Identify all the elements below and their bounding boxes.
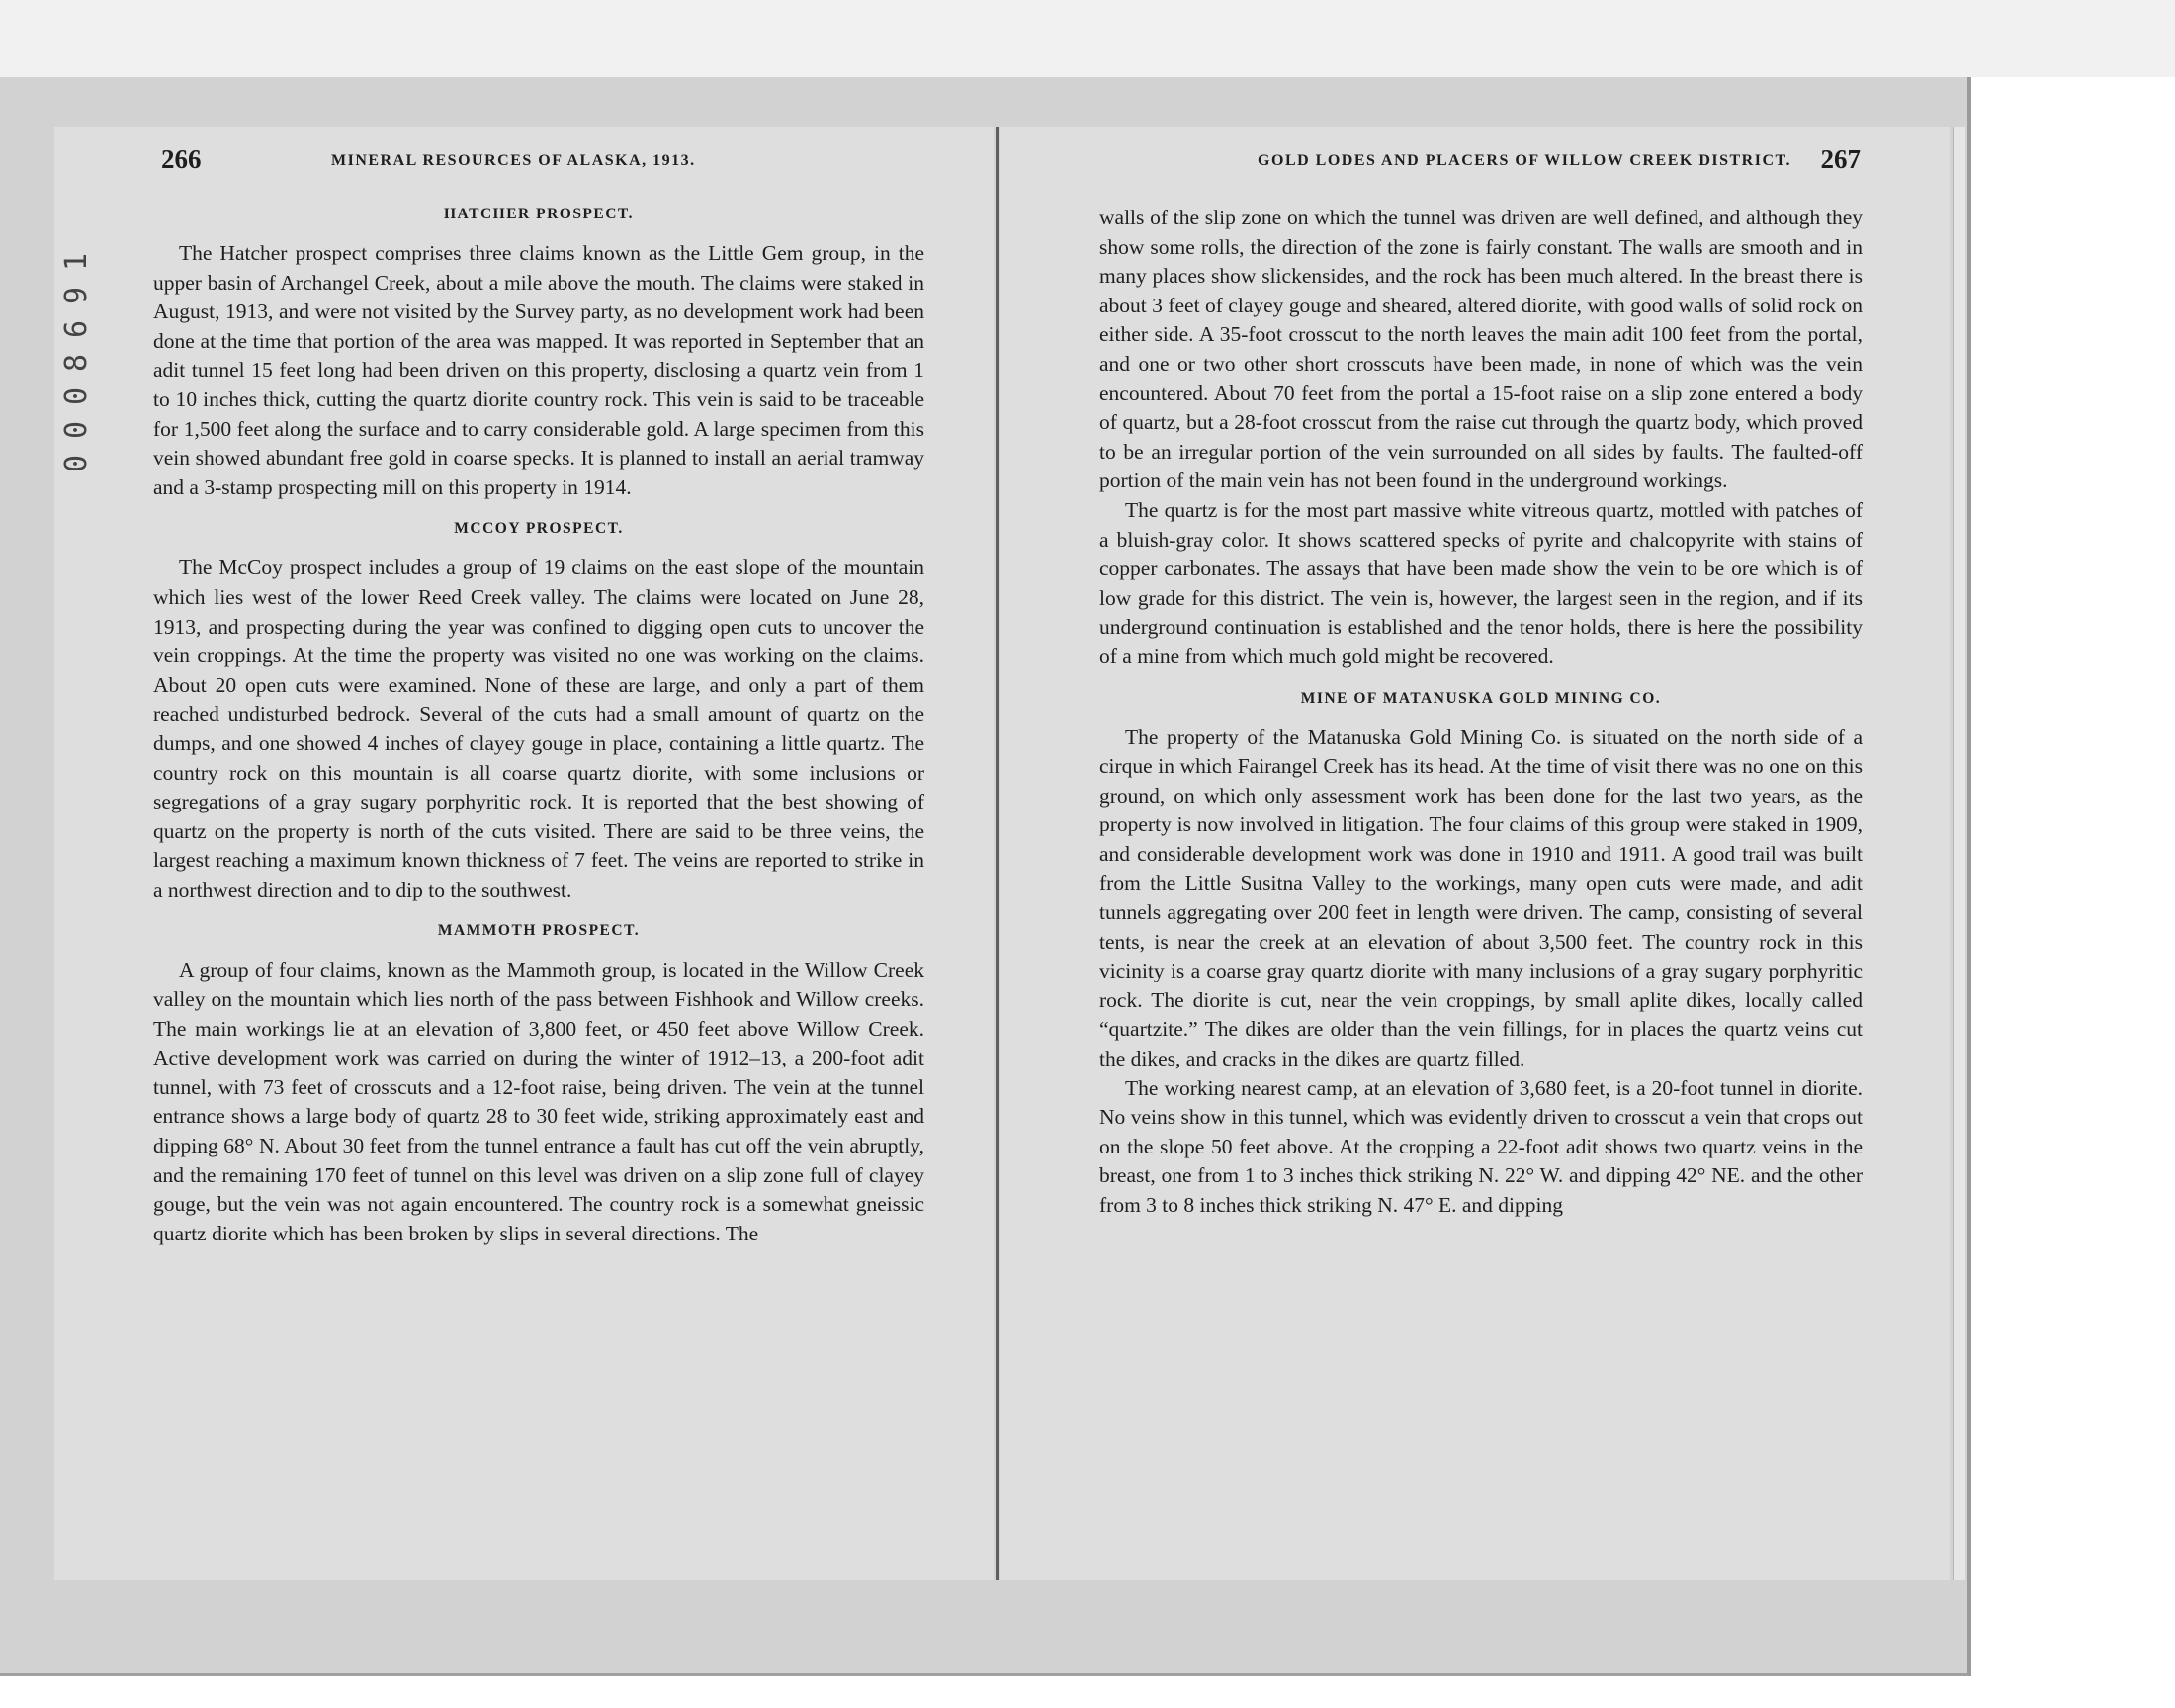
stamp-digit: 0 bbox=[59, 420, 94, 440]
paragraph: A group of four claims, known as the Mammoth group, is located in the Willow Creek valley on the mountain which lies north of the pass between Fishhook and Willow creeks. The main workings lie at an elevation of 3,800 feet, or 450 feet above Willow Creek. Active development work was carried on during the winter of 1912–13, a 200-foot adit tunnel, with 73 feet of crosscuts and a 12-foot raise, being driven. The vein at the tunnel entrance shows a large body of quartz 28 to 30 feet wide, striking approximately east and dipping 68° N. About 30 feet from the tunnel entrance a fault has cut off the vein abruptly, and the remaining 170 feet of tunnel on this level was driven on a slip zone full of clayey gouge, but the vein was not again encountered. The country rock is a somewhat gneissic quartz diorite which has been broken by slips in several directions. The bbox=[153, 958, 924, 1245]
right-running-title: GOLD LODES AND PLACERS OF WILLOW CREEK DISTRICT. bbox=[1258, 152, 1791, 169]
right-page bbox=[1000, 127, 1950, 1580]
page-edge bbox=[1953, 127, 1965, 1580]
scan-top-margin bbox=[0, 0, 2175, 77]
right-running-head bbox=[1050, 144, 1900, 184]
margin-stamp bbox=[57, 249, 97, 476]
right-page-number: 267 bbox=[1820, 144, 1861, 174]
stamp-digit: 0 bbox=[59, 454, 94, 473]
right-page-body bbox=[1099, 204, 1863, 1221]
section-heading: HATCHER PROSPECT. bbox=[444, 206, 634, 222]
left-page-body bbox=[153, 202, 924, 1248]
left-running-head bbox=[104, 144, 944, 184]
stamp-digit: 9 bbox=[59, 286, 94, 305]
paragraph: The property of the Matanuska Gold Mining Co. is situated on the north side of a cirque in which Fairangel Creek has its head. At the time of visit there was no one on this ground, on which only assessment work has been done for the last two years, as the property is now involved in litigation. The four claims of this group were staked in 1909, and considerable development work was done in 1910 and 1911. A good trail was built from the Little Susitna Valley to the workings, many open cuts were made, and adit tunnels aggregating over 200 feet in length were driven. The camp, consisting of several tents, is near the creek at an elevation of about 3,500 feet. The country rock in this vicinity is a coarse gray quartz diorite with many inclusions of a gray sugary porphyritic rock. The diorite is cut, near the vein croppings, by small aplite dikes, locally called “quartzite.” The dikes are older than the vein fillings, for in places the quartz veins cut the dikes, and cracks in the dikes are quartz filled. bbox=[1099, 725, 1863, 1071]
section-heading: MAMMOTH PROSPECT. bbox=[437, 922, 641, 940]
left-page bbox=[54, 127, 994, 1580]
paragraph: The quartz is for the most part massive white vitreous quartz, mottled with patches of a bluish-gray color. It shows scattered specks of pyrite and chalcopyrite with stains of copper carbonates. The assays that have been made show the vein to be ore which is of low grade for this district. The vein is, however, the largest seen in the region, and if its underground continuation is established and the tenor holds, there is here the possibility of a mine from which much gold might be recovered. bbox=[1099, 497, 1863, 668]
paragraph: The working nearest camp, at an elevation of 3,680 feet, is a 20-foot tunnel in diorite. No veins show in this tunnel, which was evidently driven to crosscut a vein that crops out on the slope 50 feet above. At the cropping a 22-foot adit shows two quartz veins in the breast, one from 1 to 3 inches thick striking N. 22° W. and dipping 42° NE. and the other from 3 to 8 inches thick striking N. 47° E. and dipping bbox=[1099, 1075, 1863, 1217]
section-heading: MCCOY PROSPECT. bbox=[454, 520, 624, 538]
stamp-digit: 6 bbox=[59, 319, 94, 339]
stamp-digit: 1 bbox=[59, 252, 94, 272]
section-heading: MINE OF MATANUSKA GOLD MINING CO. bbox=[1300, 689, 1662, 707]
left-page-number: 266 bbox=[161, 144, 202, 174]
paragraph-continued: walls of the slip zone on which the tunnel was driven are well defined, and although they show some rolls, the direction of the zone is fairly constant. The walls are smooth and in many places show slickensides, and the rock has been much altered. In the breast there is about 3 feet of clayey gouge and sheared, altered diorite, with good walls of solid rock on either side. A 35-foot crosscut to the north leaves the main adit 100 feet from the portal, and one or two other short crosscuts have been made, in none of which was the vein encountered. About 70 feet from the portal a 15-foot raise on a slip zone entered a body of quartz, but a 28-foot crosscut from the raise cut through the quartz body, which proved to be an irregular portion of the vein surrounded on all sides by faults. The faulted-off portion of the main vein has not been found in the underground workings. bbox=[1099, 206, 1863, 493]
paragraph: The Hatcher prospect comprises three claims known as the Little Gem group, in the upper basin of Archangel Creek, about a mile above the mouth. The claims were staked in August, 1913, and were not visited by the Survey party, as no development work had been done at the time that portion of the area was mapped. It was reported in September that an adit tunnel 15 feet long had been driven on this property, disclosing a quartz vein from 1 to 10 inches thick, cutting the quartz diorite country rock. This vein is said to be traceable for 1,500 feet along the surface and to carry considerable gold. A large specimen from this vein showed abundant free gold in coarse specks. It is planned to install an aerial tramway and a 3-stamp prospecting mill on this property in 1914. bbox=[153, 241, 924, 499]
stamp-digit: 8 bbox=[59, 353, 94, 373]
left-running-title: MINERAL RESOURCES OF ALASKA, 1913. bbox=[331, 152, 696, 169]
page-gutter bbox=[996, 127, 999, 1580]
paragraph: The McCoy prospect includes a group of 19 claims on the east slope of the mountain which lies west of the lower Reed Creek valley. The claims were located on June 28, 1913, and prospecting during the year was confined to digging open cuts to uncover the vein croppings. At the time the property was visited no one was working on the claims. About 20 open cuts were examined. None of these are large, and only a part of them reached undisturbed bedrock. Several of the cuts had a small amount of quartz on the dumps, and one showed 4 inches of clayey gouge in place, containing a little quartz. The country rock on this mountain is all coarse quartz diorite, with some inclusions or segregations of a gray sugary porphyritic rock. It is reported that the best showing of quartz on the property is north of the cuts visited. There are said to be three veins, the largest reaching a maximum known thickness of 7 feet. The veins are reported to strike in a northwest direction and to dip to the southwest. bbox=[153, 555, 924, 901]
stamp-digit: 0 bbox=[59, 386, 94, 406]
